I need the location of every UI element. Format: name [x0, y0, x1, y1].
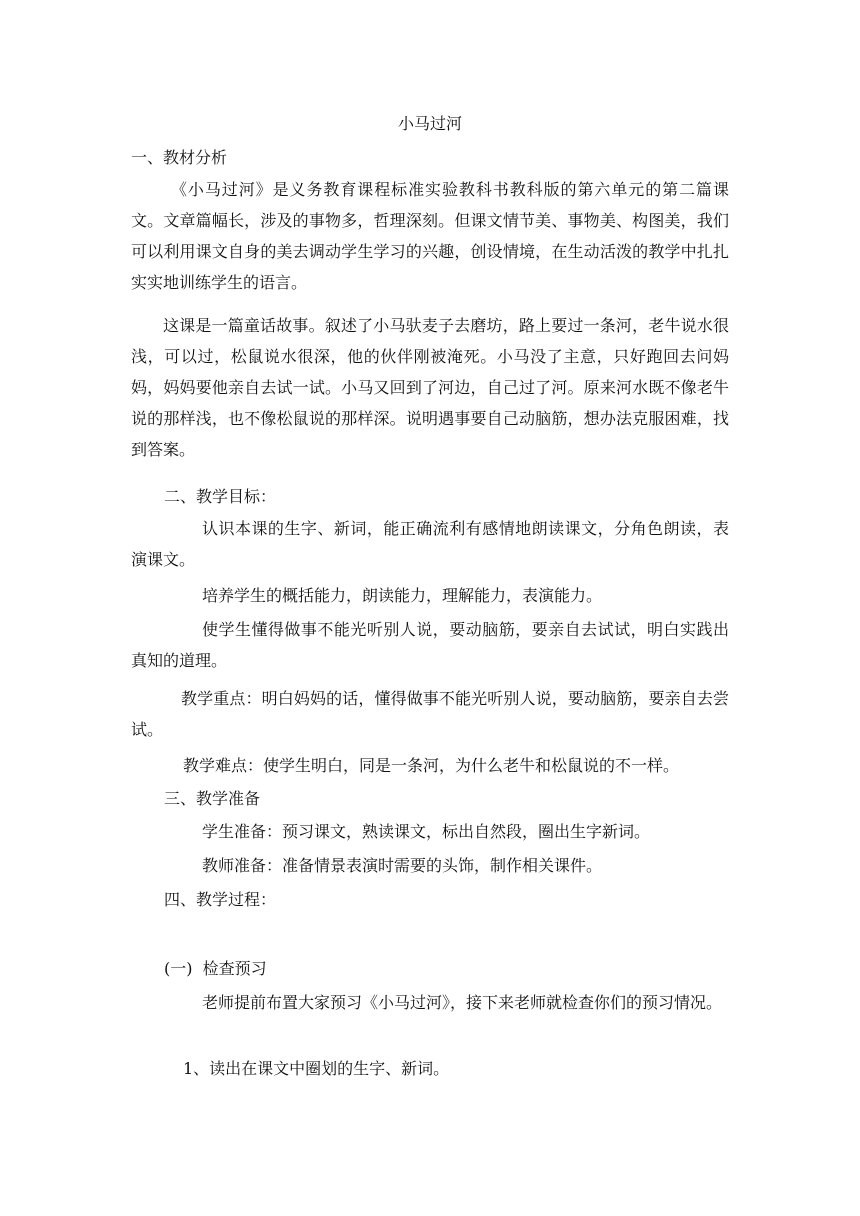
paragraph-material-analysis-2: 这课是一篇童话故事。叙述了小马驮麦子去磨坊，路上要过一条河，老牛说水很浅，可以过，松鼠说水很深，他的伙伴刚被淹死。小马没了主意，只好跑回去问妈妈，妈妈要他亲自去试一试。小马又回到了河边，自己过了河。原来河水既不像老牛说的那样浅，也不像松鼠说的那样深。说明遇事要自己动脑筋，想办法克服困难，找到答案。 — [131, 316, 729, 459]
teaching-goal-3: 使学生懂得做事不能光听别人说，要动脑筋，要亲自去试试，明白实践出真知的道理。 — [131, 620, 729, 670]
section-heading-teaching-material: 一、教材分析 — [131, 148, 228, 167]
teaching-goal-1: 认识本课的生字、新词，能正确流利有感情地朗读课文，分角色朗读，表演课文。 — [131, 519, 729, 569]
step-heading-check-preview: (一) 检查预习 — [164, 959, 267, 978]
section-heading-teaching-goals: 二、教学目标： — [164, 487, 277, 506]
student-preparation: 学生准备：预习课文，熟读课文，标出自然段，圈出生字新词。 — [202, 822, 651, 841]
document-title: 小马过河 — [397, 114, 462, 133]
paragraph-material-analysis-1: 《小马过河》是义务教育课程标准实验教科书教科版的第六单元的第二篇课文。文章篇幅长，涉及的事物多，哲理深刻。但课文情节美、事物美、构图美，我们可以利用课文自身的美去调动学生学习的兴趣，创设情境，在生动活泼的教学中扎扎实实地训练学生的语言。 — [131, 180, 729, 292]
teaching-difficult-point: 教学难点：使学生明白，同是一条河，为什么老牛和松鼠说的不一样。 — [183, 756, 680, 775]
section-heading-teaching-process: 四、教学过程： — [164, 890, 277, 909]
teaching-goal-2: 培养学生的概括能力，朗读能力，理解能力，表演能力。 — [202, 586, 603, 605]
teacher-preparation: 教师准备：准备情景表演时需要的头饰，制作相关课件。 — [202, 856, 603, 875]
section-heading-teaching-preparation: 三、教学准备 — [164, 789, 261, 808]
list-item-read-new-words: 1、读出在课文中圈划的生字、新词。 — [183, 1059, 450, 1078]
teaching-key-point: 教学重点：明白妈妈的话，懂得做事不能光听别人说，要动脑筋，要亲自去尝试。 — [131, 689, 729, 739]
paragraph-check-preview: 老师提前布置大家预习《小马过河》，接下来老师就检查你们的预习情况。 — [202, 993, 723, 1012]
